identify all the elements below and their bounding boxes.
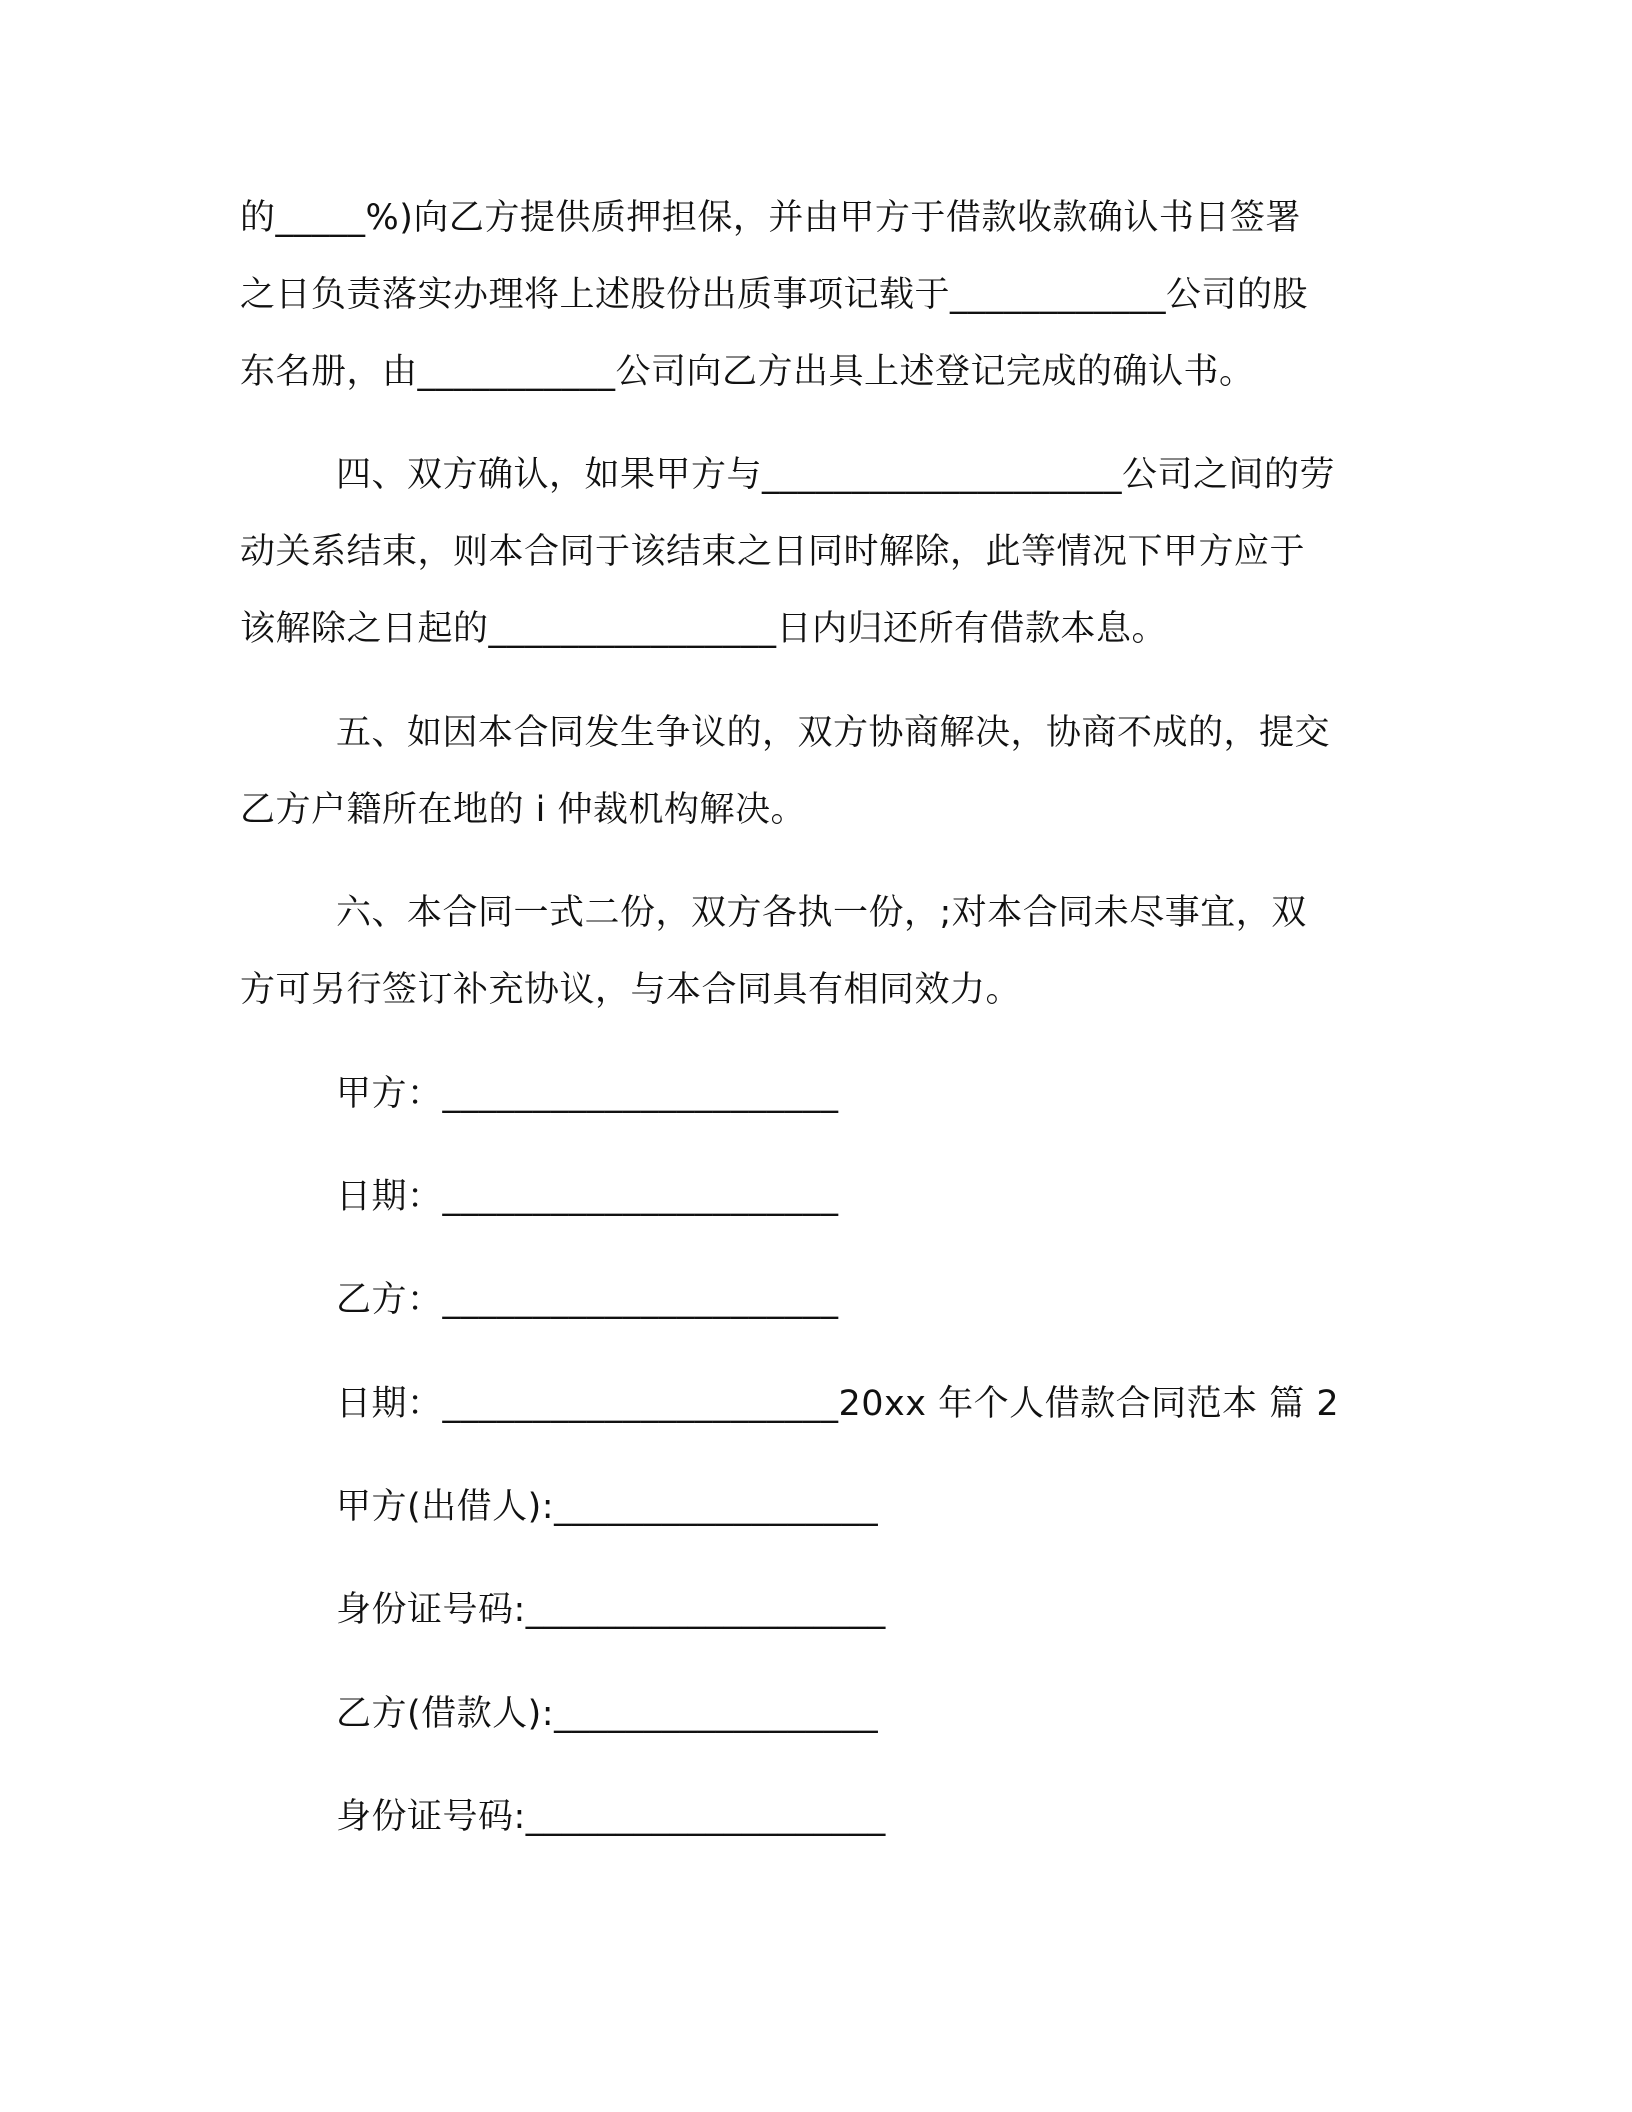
- paragraph-6-line-1: 六、本合同一式二份，双方各执一份，;对本合同未尽事宜，双: [336, 893, 1307, 933]
- signature-date-line-2-with-title: 日期：______________________20xx 年个人借款合同范本 篇 2: [336, 1384, 1340, 1424]
- signature-party-a-line: 甲方：______________________: [336, 1074, 839, 1114]
- paragraph-3-line-1: 的_____%)向乙方提供质押担保，并由甲方于借款收款确认书日签署: [240, 198, 1301, 238]
- paragraph-6-line-2: 方可另行签订补充协议，与本合同具有相同效力。: [240, 970, 1022, 1010]
- paragraph-4-line-2: 动关系结束，则本合同于该结束之日同时解除，此等情况下甲方应于: [240, 532, 1306, 572]
- paragraph-5-line-1: 五、如因本合同发生争议的，双方协商解决，协商不成的，提交: [336, 713, 1331, 753]
- paragraph-3-line-3: 东名册，由___________公司向乙方出具上述登记完成的确认书。: [240, 352, 1255, 392]
- paragraph-5-line-2: 乙方户籍所在地的 i 仲裁机构解决。: [240, 790, 806, 830]
- signature-date-line-1: 日期：______________________: [336, 1177, 839, 1217]
- lender-name-line: 甲方(出借人):__________________: [336, 1487, 879, 1527]
- signature-party-b-line: 乙方：______________________: [336, 1280, 839, 1320]
- lender-id-line: 身份证号码:____________________: [336, 1590, 886, 1630]
- borrower-name-line: 乙方(借款人):__________________: [336, 1694, 879, 1734]
- paragraph-4-line-3: 该解除之日起的________________日内归还所有借款本息。: [240, 609, 1168, 649]
- paragraph-3-line-2: 之日负责落实办理将上述股份出质事项记载于____________公司的股: [240, 275, 1309, 315]
- borrower-id-line: 身份证号码:____________________: [336, 1797, 886, 1837]
- paragraph-4-line-1: 四、双方确认，如果甲方与____________________公司之间的劳: [336, 455, 1336, 495]
